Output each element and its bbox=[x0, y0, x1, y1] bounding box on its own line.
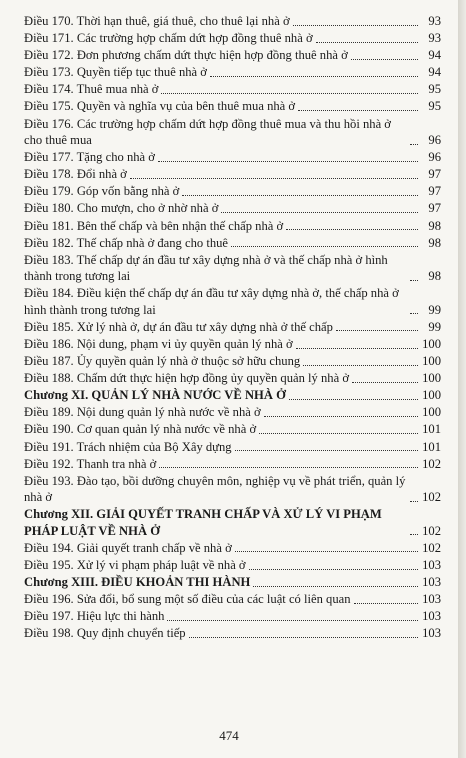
toc-entry-title: Điều 195. Xử lý vi phạm pháp luật về nhà ở bbox=[24, 558, 246, 573]
toc-entry-title: Điều 170. Thời hạn thuê, giá thuê, cho thuê lại nhà ở bbox=[24, 14, 290, 28]
dot-leader bbox=[410, 534, 418, 535]
toc-entry-page: 95 bbox=[428, 99, 441, 114]
toc-chapter-heading bbox=[24, 387, 441, 404]
dot-leader bbox=[235, 450, 418, 451]
toc-entry-page: 97 bbox=[428, 167, 441, 182]
dot-leader bbox=[167, 620, 418, 621]
toc-entry-title: Điều 171. Các trường hợp chấm dứt hợp đồng thuê nhà ở bbox=[24, 31, 313, 46]
toc-entry bbox=[24, 370, 441, 387]
dot-leader bbox=[221, 212, 418, 213]
dot-leader bbox=[303, 365, 418, 366]
toc-entry bbox=[24, 353, 441, 370]
toc-entry-title: Điều 186. Nội dung, phạm vi ủy quyền quản lý nhà ở bbox=[24, 337, 293, 351]
toc-entry bbox=[24, 218, 441, 235]
toc-entry-page: 102 bbox=[422, 456, 441, 471]
toc-entry bbox=[24, 421, 441, 438]
toc-entry-title: Điều 188. Chấm dứt thực hiện hợp đồng ủy quyền quản lý nhà ở bbox=[24, 371, 349, 386]
toc-entry bbox=[24, 200, 441, 217]
toc-entry-title: Chương XI. QUẢN LÝ NHÀ NƯỚC VỀ NHÀ Ở bbox=[24, 388, 286, 403]
dot-leader bbox=[259, 433, 418, 434]
toc-entry-page: 98 bbox=[428, 218, 441, 233]
toc-entry-title: Điều 191. Trách nhiệm của Bộ Xây dựng bbox=[24, 439, 232, 454]
toc-entry bbox=[24, 473, 441, 506]
toc-entry-title: Điều 179. Góp vốn bằng nhà ở bbox=[24, 184, 180, 199]
toc-entry-title: Điều 173. Quyền tiếp tục thuê nhà ở bbox=[24, 65, 207, 80]
toc-entry bbox=[24, 81, 441, 98]
toc-entry-page: 103 bbox=[422, 558, 441, 573]
dot-leader bbox=[249, 569, 418, 570]
toc-entry-page: 103 bbox=[422, 592, 441, 607]
toc-entry bbox=[24, 319, 441, 336]
toc-entry-title: Điều 176. Các trường hợp chấm dứt hợp đồng thuê mua và thu hồi nhà ở cho thuê mua bbox=[24, 116, 391, 148]
dot-leader bbox=[264, 416, 418, 417]
toc-entry-page: 94 bbox=[428, 48, 441, 63]
dot-leader bbox=[410, 501, 418, 502]
dot-leader bbox=[352, 382, 418, 383]
toc-entry-page: 102 bbox=[422, 523, 441, 538]
toc-entry-page: 103 bbox=[422, 575, 441, 590]
toc-entry bbox=[24, 557, 441, 574]
toc-entry bbox=[24, 116, 441, 149]
toc-entry-title: Chương XII. GIẢI QUYẾT TRANH CHẤP VÀ XỬ LÝ VI PHẠM PHÁP LUẬT VỀ NHÀ Ở bbox=[24, 507, 382, 538]
dot-leader bbox=[231, 246, 418, 247]
toc-entry bbox=[24, 456, 441, 473]
dot-leader bbox=[336, 330, 418, 331]
toc-entry-page: 94 bbox=[428, 65, 441, 80]
toc-entry bbox=[24, 285, 441, 318]
toc-entry-page: 93 bbox=[428, 14, 441, 28]
toc-entry bbox=[24, 64, 441, 81]
toc-entry-page: 103 bbox=[422, 626, 441, 641]
dot-leader bbox=[210, 76, 418, 77]
toc-entry bbox=[24, 591, 441, 608]
dot-leader bbox=[351, 59, 418, 60]
toc-entry-title: Điều 193. Đào tạo, bồi dưỡng chuyên môn, nghiệp vụ về phát triển, quản lý nhà ở bbox=[24, 473, 406, 505]
dot-leader bbox=[189, 637, 418, 638]
toc-entry-page: 96 bbox=[428, 133, 441, 148]
toc-entry-page: 93 bbox=[428, 31, 441, 46]
toc-entry bbox=[24, 13, 441, 30]
toc-entry-title: Điều 178. Đổi nhà ở bbox=[24, 167, 127, 182]
toc-entry bbox=[24, 166, 441, 183]
toc-entry-page: 101 bbox=[422, 422, 441, 437]
toc-entry-title: Điều 183. Thế chấp dự án đầu tư xây dựng nhà ở và thế chấp nhà ở hình thành trong tương lai bbox=[24, 252, 388, 284]
toc-entry bbox=[24, 98, 441, 115]
toc-entry bbox=[24, 439, 441, 456]
toc-chapter-heading bbox=[24, 574, 441, 591]
toc-entry bbox=[24, 149, 441, 166]
toc-entry-title: Điều 174. Thuê mua nhà ở bbox=[24, 82, 159, 97]
dot-leader bbox=[158, 161, 418, 162]
toc-entry-page: 99 bbox=[428, 319, 441, 334]
toc-entry-page: 102 bbox=[422, 540, 441, 555]
toc-entry-title: Điều 180. Cho mượn, cho ở nhờ nhà ở bbox=[24, 201, 219, 216]
toc-entry-title: Điều 197. Hiệu lực thi hành bbox=[24, 609, 165, 624]
dot-leader bbox=[298, 110, 418, 111]
dot-leader bbox=[296, 348, 418, 349]
toc-entry-page: 97 bbox=[428, 201, 441, 216]
toc-entry-title: Điều 184. Điều kiện thế chấp dự án đầu tư xây dựng nhà ở, thế chấp nhà ở hình thành trong tương lai bbox=[24, 286, 399, 317]
dot-leader bbox=[159, 467, 418, 468]
dot-leader bbox=[354, 603, 419, 604]
page-number: 474 bbox=[219, 728, 239, 743]
toc-entry-page: 103 bbox=[422, 609, 441, 624]
toc-entry-page: 100 bbox=[422, 388, 441, 403]
toc-entry bbox=[24, 404, 441, 421]
toc-entry bbox=[24, 540, 441, 557]
dot-leader bbox=[316, 42, 418, 43]
toc-entry-page: 97 bbox=[428, 184, 441, 199]
toc-entry bbox=[24, 235, 441, 252]
toc-entry-page: 100 bbox=[422, 405, 441, 420]
dot-leader bbox=[289, 399, 418, 400]
toc-entry bbox=[24, 47, 441, 64]
toc-entry-page: 98 bbox=[428, 269, 441, 284]
toc-entry-title: Điều 172. Đơn phương chấm dứt thực hiện hợp đồng thuê nhà ở bbox=[24, 48, 348, 63]
toc-entry bbox=[24, 336, 441, 353]
dot-leader bbox=[182, 195, 418, 196]
toc-entry-title: Điều 185. Xử lý nhà ở, dự án đầu tư xây dựng nhà ở thế chấp bbox=[24, 319, 333, 334]
toc-entry-page: 102 bbox=[422, 490, 441, 505]
dot-leader bbox=[130, 178, 418, 179]
dot-leader bbox=[253, 586, 418, 587]
dot-leader bbox=[410, 280, 418, 281]
toc-entry-page: 96 bbox=[428, 150, 441, 165]
toc-entry-page: 100 bbox=[422, 354, 441, 369]
dot-leader bbox=[286, 229, 418, 230]
dot-leader bbox=[161, 93, 418, 94]
dot-leader bbox=[235, 551, 418, 552]
toc-entry-page: 95 bbox=[428, 82, 441, 97]
toc-entry-title: Điều 177. Tặng cho nhà ở bbox=[24, 150, 155, 165]
toc-entry-title: Điều 198. Quy định chuyển tiếp bbox=[24, 626, 186, 641]
toc-entry bbox=[24, 625, 441, 642]
toc-entry-title: Điều 175. Quyền và nghĩa vụ của bên thuê mua nhà ở bbox=[24, 99, 296, 114]
toc-entry-title: Chương XIII. ĐIỀU KHOẢN THI HÀNH bbox=[24, 575, 251, 590]
toc-entry-title: Điều 187. Ủy quyền quản lý nhà ở thuộc sở hữu chung bbox=[24, 354, 301, 369]
page-edge bbox=[458, 0, 466, 758]
toc-entry-title: Điều 190. Cơ quan quản lý nhà nước về nhà ở bbox=[24, 422, 257, 437]
toc-entry bbox=[24, 608, 441, 625]
toc-entry-page: 101 bbox=[422, 439, 441, 454]
toc-entry-page: 99 bbox=[428, 302, 441, 317]
toc-entry-page: 100 bbox=[422, 371, 441, 386]
dot-leader bbox=[410, 313, 418, 314]
dot-leader bbox=[410, 144, 418, 145]
toc-entry-page: 100 bbox=[422, 337, 441, 351]
dot-leader bbox=[293, 25, 418, 26]
toc-entry-page: 98 bbox=[428, 235, 441, 250]
toc-entry-title: Điều 181. Bên thế chấp và bên nhận thế chấp nhà ở bbox=[24, 218, 284, 233]
table-of-contents bbox=[24, 13, 441, 643]
toc-entry bbox=[24, 183, 441, 200]
toc-entry-title: Điều 189. Nội dung quản lý nhà nước về nhà ở bbox=[24, 405, 261, 420]
toc-entry-title: Điều 196. Sửa đổi, bổ sung một số điều của các luật có liên quan bbox=[24, 592, 351, 607]
toc-entry-title: Điều 192. Thanh tra nhà ở bbox=[24, 456, 157, 471]
toc-chapter-heading bbox=[24, 506, 441, 539]
toc-entry bbox=[24, 252, 441, 285]
toc-entry-title: Điều 182. Thế chấp nhà ở đang cho thuê bbox=[24, 235, 229, 250]
toc-entry-title: Điều 194. Giải quyết tranh chấp về nhà ở bbox=[24, 540, 232, 555]
toc-entry bbox=[24, 30, 441, 47]
